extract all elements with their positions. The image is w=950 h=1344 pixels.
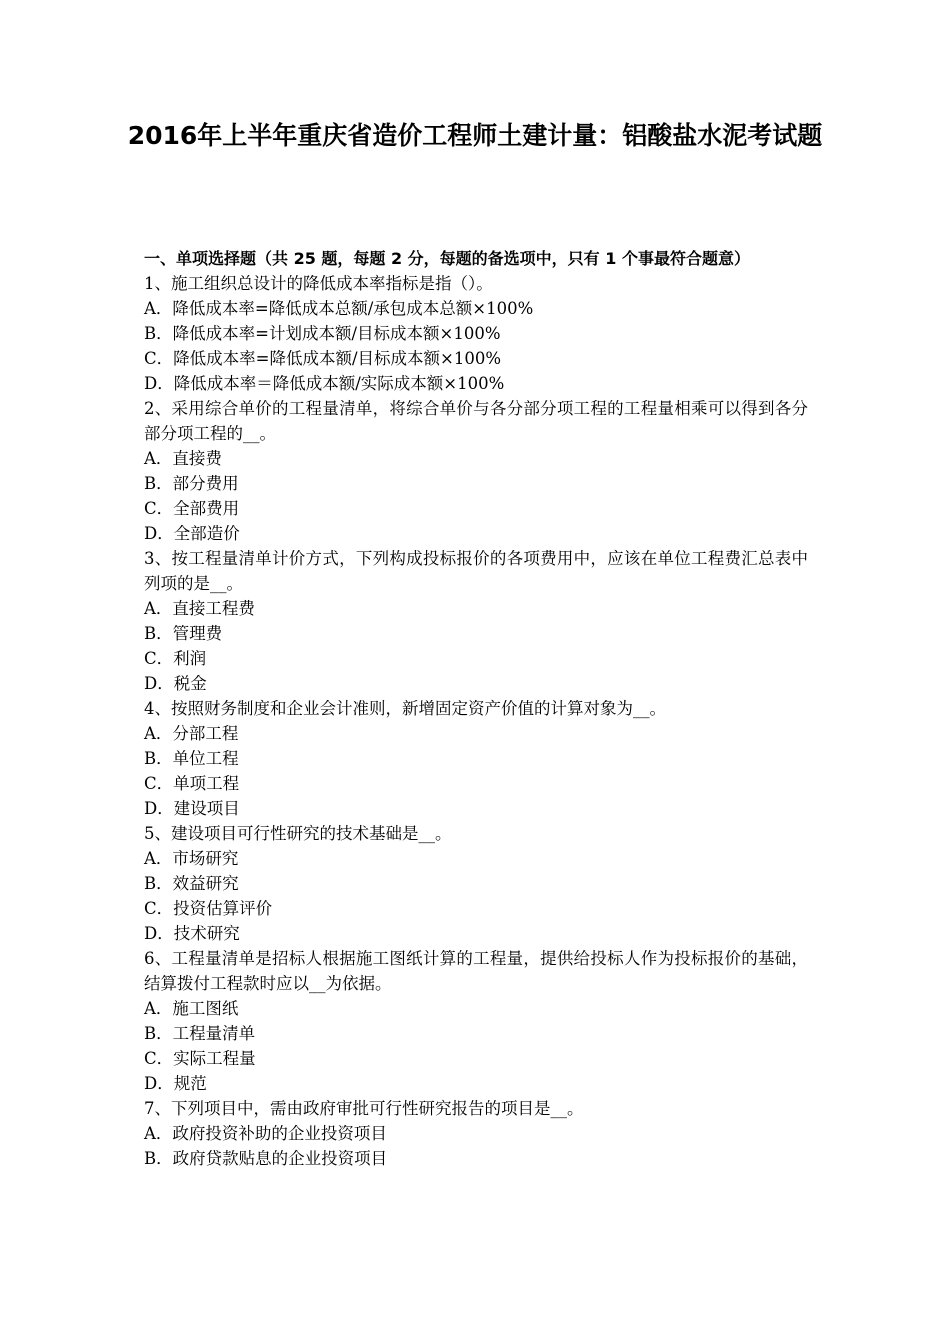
option-b: B．部分费用 [144,474,239,493]
question-stem: 5、建设项目可行性研究的技术基础是__。 [144,824,452,843]
question-1 [144,271,808,396]
document-title: 2016年上半年重庆省造价工程师土建计量：铝酸盐水泥考试题 [127,121,823,150]
option-d: D．税金 [144,674,207,693]
option-b: B．降低成本率=计划成本额/目标成本额×100% [144,324,501,343]
option-c: C．利润 [144,649,207,668]
option-c: C．降低成本率=降低成本额/目标成本额×100% [144,349,502,368]
option-a: A．政府投资补助的企业投资项目 [144,1124,387,1143]
question-stem: 6、工程量清单是招标人根据施工图纸计算的工程量，提供给投标人作为投标报价的基础，结算拨付工程款时应以__为依据。 [144,949,808,993]
option-d: D．建设项目 [144,799,240,818]
question-stem: 7、下列项目中，需由政府审批可行性研究报告的项目是__。 [144,1099,584,1118]
option-a: A．施工图纸 [144,999,239,1018]
option-b: B．单位工程 [144,749,239,768]
option-a: A．直接费 [144,449,222,468]
option-d: D．技术研究 [144,924,240,943]
section-heading: 一、单项选择题（共 25 题，每题 2 分，每题的备选项中，只有 1 个事最符合题意） [144,249,750,268]
option-b: B．政府贷款贴息的企业投资项目 [144,1149,388,1168]
option-c: C．实际工程量 [144,1049,256,1068]
question-2 [144,396,808,546]
question-stem: 3、按工程量清单计价方式，下列构成投标报价的各项费用中，应该在单位工程费汇总表中列项的是__。 [144,549,808,593]
option-a: A．直接工程费 [144,599,255,618]
question-4 [144,696,808,821]
option-d: D．降低成本率＝降低成本额/实际成本额×100% [144,374,505,393]
option-b: B．管理费 [144,624,223,643]
option-b: B．效益研究 [144,874,239,893]
option-a: A．降低成本率=降低成本总额/承包成本总额×100% [144,299,534,318]
question-stem: 4、按照财务制度和企业会计准则，新增固定资产价值的计算对象为__。 [144,699,666,718]
document-body [144,246,808,1171]
question-5 [144,821,808,946]
option-a: A．市场研究 [144,849,239,868]
option-c: C．全部费用 [144,499,240,518]
option-a: A．分部工程 [144,724,239,743]
question-6 [144,946,808,1096]
question-stem: 1、施工组织总设计的降低成本率指标是指（）。 [144,274,493,293]
option-d: D．全部造价 [144,524,240,543]
question-7 [144,1096,808,1171]
option-b: B．工程量清单 [144,1024,256,1043]
option-c: C．单项工程 [144,774,240,793]
option-c: C．投资估算评价 [144,899,273,918]
question-3 [144,546,808,696]
question-stem: 2、采用综合单价的工程量清单，将综合单价与各分部分项工程的工程量相乘可以得到各分部分项工程的__。 [144,399,808,443]
option-d: D．规范 [144,1074,207,1093]
